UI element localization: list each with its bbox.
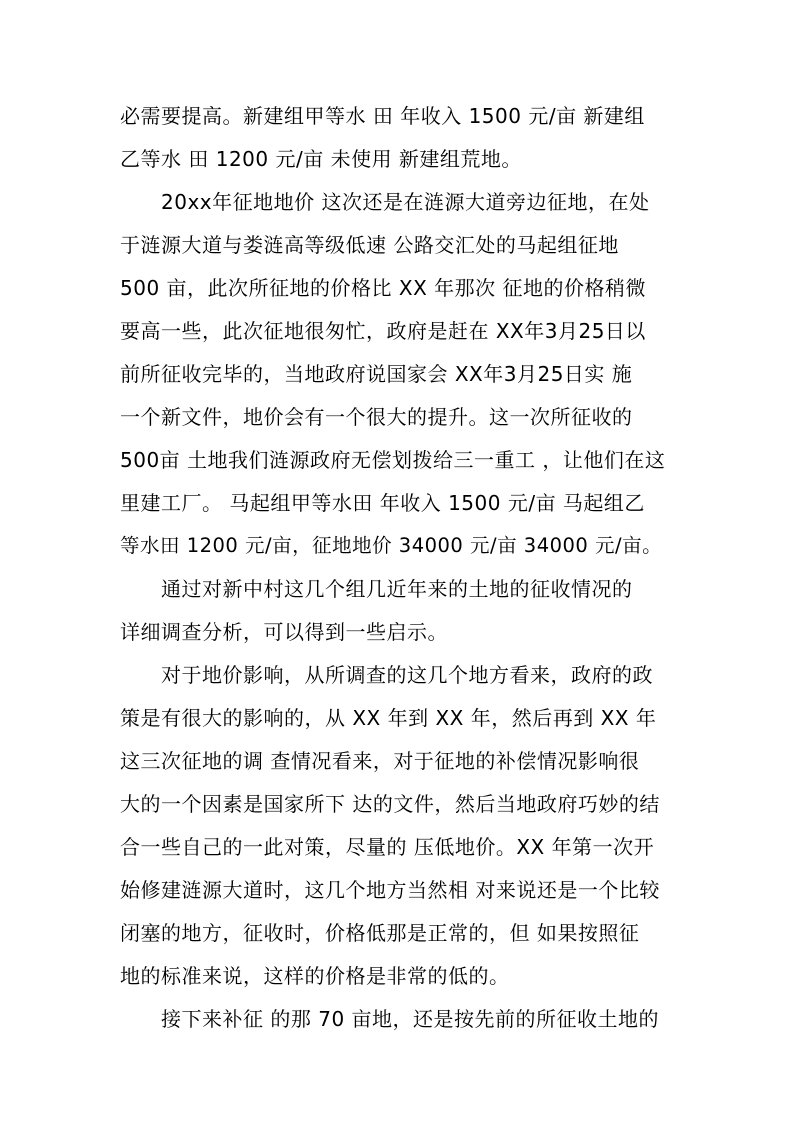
paragraph-start-line: 通过对新中村这几个组几近年来的土地的征收情况的 [161,577,633,601]
paragraph-start-line: 20xx年征地地价 这次还是在涟源大道旁边征地，在处 [161,190,650,214]
text-line: 闭塞的地方，征收时，价格低那是正常的，但 如果按照征 [120,921,640,945]
text-line: 大的一个因素是国家所下 达的文件，然后当地政府巧妙的结 [120,792,660,816]
text-line: 要高一些，此次征地很匆忙，政府是赶在 XX年3月25日以 [120,319,646,343]
text-line: 里建工厂。 马起组甲等水田 年收入 1500 元/亩 马起组乙 [120,491,645,515]
paragraph-start-line: 接下来补征 的那 70 亩地，还是按先前的所征收土地的 [161,1007,660,1031]
text-line: 等水田 1200 元/亩，征地地价 34000 元/亩 34000 元/亩。 [120,534,663,557]
text-line: 必需要提高。新建组甲等水 田 年收入 1500 元/亩 新建组 [120,104,645,128]
text-line: 始修建涟源大道时，这几个地方当然相 对来说还是一个比较 [120,878,660,902]
paragraph-start-line: 对于地价影响，从所调查的这几个地方看来，政府的政 [161,663,653,687]
text-line: 一个新文件，地价会有一个很大的提升。这一次所征收的 [120,405,633,429]
text-line: 详细调查分析，可以得到一些启示。 [120,620,448,644]
text-line: 乙等水 田 1200 元/亩 未使用 新建组荒地。 [120,147,522,171]
text-line: 500 亩，此次所征地的价格比 XX 年那次 征地的价格稍微 [120,276,647,300]
text-line: 策是有很大的影响的，从 XX 年到 XX 年，然后再到 XX 年 [120,706,657,730]
text-line: 500亩 土地我们涟源政府无偿划拨给三一重工 ，让他们在这 [120,448,666,472]
text-line: 合一些自己的一此对策，尽量的 压低地价。XX 年第一次开 [120,835,655,859]
text-line: 前所征收完毕的，当地政府说国家会 XX年3月25日实 施 [120,362,633,386]
text-line: 于涟源大道与娄涟高等级低速 公路交汇处的马起组征地 [120,233,619,257]
text-line: 这三次征地的调 查情况看来，对于征地的补偿情况影响很 [120,749,640,773]
text-line: 地的标准来说，这样的价格是非常的低的。 [120,964,510,988]
